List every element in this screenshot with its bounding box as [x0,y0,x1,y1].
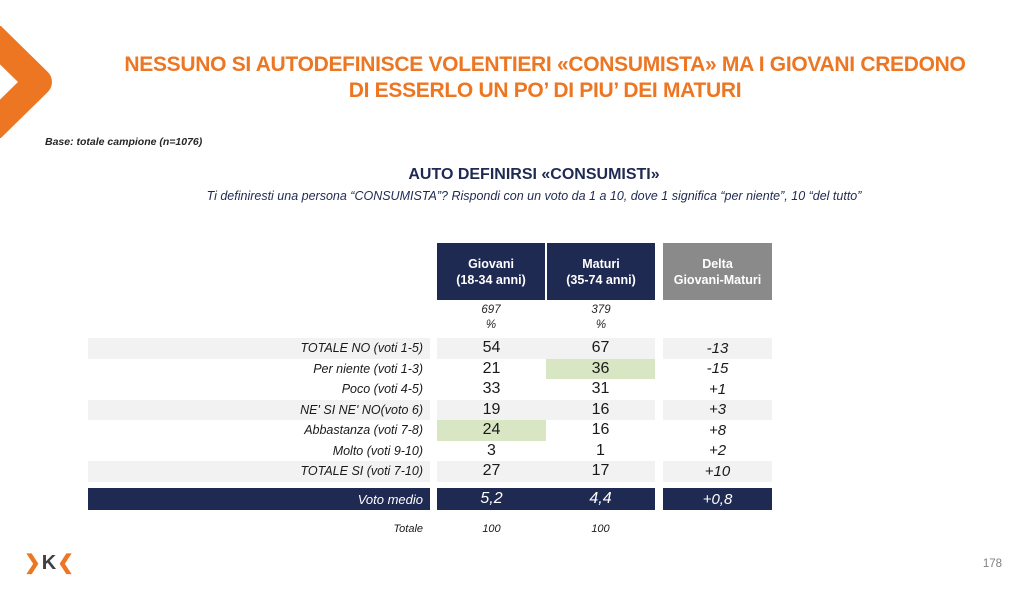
row-label: Totale [393,523,423,535]
column-header-delta-detail: Giovani-Maturi [673,272,762,287]
row-label: Per niente (voti 1-3) [313,361,423,376]
logo-letter: K [41,552,58,574]
cell-delta: -15 [706,360,729,378]
cell-giovani: 21 [482,359,501,377]
cell-delta: +0,8 [663,488,772,510]
slide-title-line1: NESSUNO SI AUTODEFINISCE VOLENTIERI «CONSUMISTA» MA I GIOVANI CREDONO [124,53,966,76]
cell-maturi: 4,4 [546,488,655,510]
cell-maturi: 1 [596,441,605,459]
table-row-voto-medio [88,488,772,510]
cell-maturi: 17 [546,461,655,482]
cell-delta: +2 [708,442,727,460]
cell-giovani: 33 [482,380,501,398]
base-size-maturi [547,303,655,333]
table-row-molto [88,441,772,462]
chart-title: AUTO DEFINIRSI «CONSUMISTI» [408,166,660,183]
base-size-giovani-unit: % [485,319,497,331]
column-header-giovani [437,243,545,300]
page-number: 178 [982,558,1002,570]
cell-delta: -13 [663,338,772,359]
cell-giovani: 19 [437,400,546,421]
cell-giovani: 5,2 [437,488,546,510]
table-row-per-niente [88,359,772,380]
logo-right-chevron-icon: ❮ [57,552,75,574]
base-size-giovani-n: 697 [481,304,501,316]
table-row-poco [88,379,772,400]
column-header-delta-name: Delta [702,256,733,271]
table-row-totale [88,521,772,537]
column-header-maturi-detail: (35-74 anni) [566,272,636,287]
row-label: Poco (voti 4-5) [341,382,423,397]
cell-delta: +1 [708,380,727,398]
base-size-maturi-unit: % [595,319,607,331]
cell-maturi: 67 [546,338,655,359]
cell-giovani: 3 [487,441,496,459]
row-label: NE' SI NE' NO(voto 6) [88,400,430,421]
row-label: Voto medio [88,488,430,510]
cell-maturi: 31 [591,380,610,398]
column-header-maturi-name: Maturi [582,256,620,271]
logo-left-chevron-icon: ❯ [24,552,42,574]
cell-giovani-highlighted: 24 [437,420,546,441]
column-header-maturi [547,243,655,300]
base-size-maturi-n: 379 [591,304,611,316]
slide-title [62,52,1024,104]
cell-maturi: 16 [591,421,610,439]
brand-chevron-icon [0,26,56,138]
column-header-delta [663,243,772,300]
row-label: Molto (voti 9-10) [332,443,423,458]
cell-maturi: 16 [546,400,655,421]
chart-subtitle: Ti definiresti una persona “CONSUMISTA”? Rispondi con un voto da 1 a 10, dove 1 significa “per niente”, 10 “del tutto” [206,189,862,203]
column-header-giovani-name: Giovani [468,256,514,271]
row-label: TOTALE SI (voti 7-10) [88,461,430,482]
table-row-abbastanza [88,420,772,441]
base-size-giovani [437,303,545,333]
cell-giovani: 27 [437,461,546,482]
row-label: Abbastanza (voti 7-8) [304,423,423,438]
table-row-totale-si [88,461,772,482]
row-label: TOTALE NO (voti 1-5) [88,338,430,359]
base-note: Base: totale campione (n=1076) [45,136,203,148]
data-table [88,240,772,550]
cell-delta: +8 [708,421,727,439]
cell-delta: +3 [663,400,772,421]
table-row-totale-no [88,338,772,359]
cell-giovani: 54 [437,338,546,359]
footer-brand-logo [24,550,75,575]
cell-maturi-highlighted: 36 [546,359,655,380]
table-row-ne-si-ne-no [88,400,772,421]
cell-giovani: 100 [482,523,501,535]
cell-delta: +10 [663,461,772,482]
column-header-giovani-detail: (18-34 anni) [456,272,526,287]
slide-title-line2: DI ESSERLO UN PO’ DI PIU’ DEI MATURI [348,79,742,102]
cell-maturi: 100 [591,523,610,535]
